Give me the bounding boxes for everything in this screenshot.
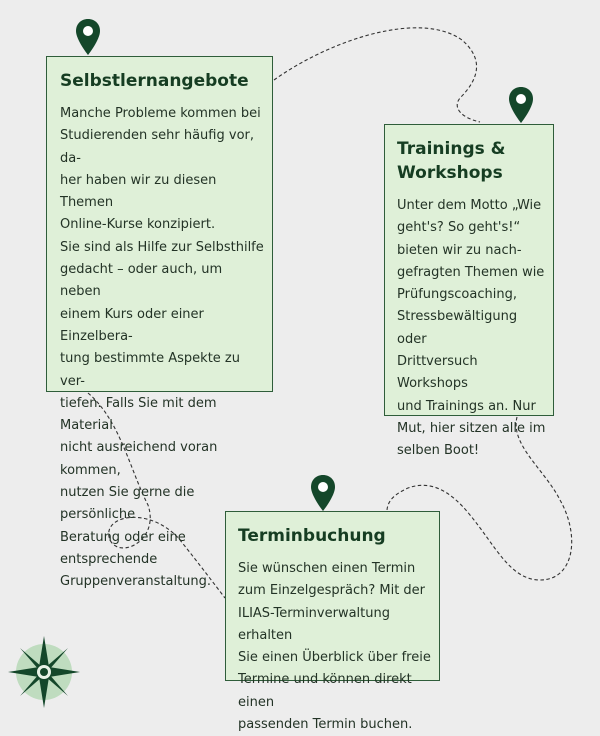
body-line: nicht ausreichend voran kommen, (60, 440, 218, 478)
body-line: Gruppenveranstaltung. (60, 574, 212, 590)
title-line: Workshops (397, 163, 503, 183)
card-title: Selbstlernangebote (60, 71, 249, 91)
body-line: einem Kurs oder einer Einzelbera- (60, 306, 204, 344)
body-line: und Trainings an. Nur (397, 398, 536, 414)
body-line: bieten wir zu nach- (397, 242, 522, 258)
body-line: Drittversuch Workshops (397, 354, 478, 392)
title-line: Trainings & (397, 139, 506, 159)
body-line: passenden Termin buchen. (238, 717, 413, 733)
body-line: Mut, hier sitzen alle im (397, 420, 546, 436)
route-segment-1-to-2 (274, 28, 480, 122)
body-line: Stressbewältigung oder (397, 309, 518, 347)
body-line: Studierenden sehr häufig vor, da- (60, 128, 254, 166)
body-line: Sie sind als Hilfe zur Selbsthilfe (60, 239, 264, 255)
card-terminbuchung (225, 511, 440, 733)
compass-rose-icon (6, 634, 82, 710)
map-pin-icon (310, 474, 336, 512)
body-line: Sie einen Überblick über freie (238, 650, 431, 666)
body-line: Prüfungscoaching, (397, 287, 517, 303)
body-line: nutzen Sie gerne die persönliche (60, 485, 195, 523)
body-line: zum Einzelgespräch? Mit der (238, 583, 426, 599)
card-trainings-workshops (384, 124, 554, 459)
body-line: gedacht – oder auch, um neben (60, 262, 223, 300)
body-line: tung bestimmte Aspekte zu ver- (60, 351, 240, 389)
body-line: tiefen. Falls Sie mit dem Material (60, 395, 217, 434)
body-line: Manche Probleme kommen bei (60, 106, 261, 121)
body-line: gefragten Themen wie (397, 264, 545, 280)
map-pin-icon (508, 86, 534, 124)
body-line: selben Boot! (397, 443, 480, 459)
card-selbstlernangebote (46, 56, 273, 590)
card-title: Terminbuchung (238, 526, 386, 546)
card-body (238, 558, 435, 736)
body-line: geht's? So geht's!“ (397, 220, 521, 236)
body-line: Unter dem Motto „Wie (397, 198, 542, 213)
map-pin-icon (75, 18, 101, 56)
body-line: Termine und können direkt einen (238, 672, 412, 710)
card-body (397, 195, 547, 463)
body-line: Sie wünschen einen Termin (238, 561, 416, 576)
body-line: Beratung oder eine entsprechende (60, 529, 186, 567)
body-line: her haben wir zu diesen Themen (60, 172, 217, 211)
card-title (397, 137, 547, 185)
body-line: ILIAS-Terminverwaltung erhalten (238, 605, 390, 643)
body-line: Online-Kurse konzipiert. (60, 217, 216, 233)
